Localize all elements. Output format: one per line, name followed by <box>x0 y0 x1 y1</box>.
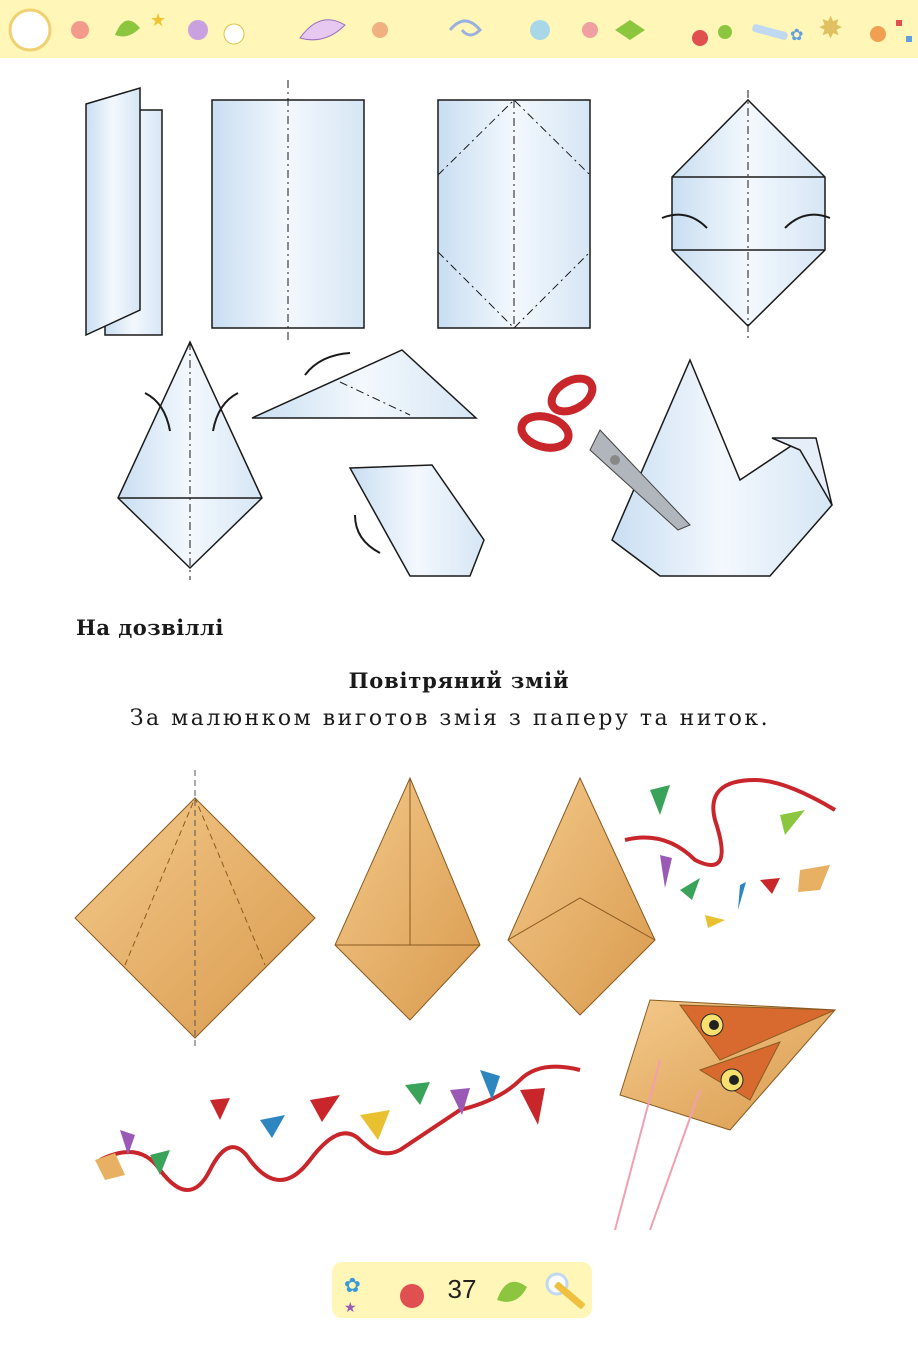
kite-tail <box>100 1067 580 1190</box>
confetti-icon <box>680 878 700 900</box>
kite-tail-end <box>95 1153 125 1180</box>
flag-icon <box>210 1098 230 1120</box>
section-heading: На дозвіллі <box>76 615 224 640</box>
craft-instruction: За малюнком виготов змія з паперу та ниток. <box>129 706 771 731</box>
step1-paper-front <box>86 88 140 335</box>
bubble-icon <box>10 10 50 50</box>
bow-icon <box>615 20 645 40</box>
step6-paper <box>252 350 476 418</box>
flag-icon <box>405 1082 430 1105</box>
kite-step2 <box>335 778 480 1020</box>
kite-illustration <box>60 770 860 1240</box>
fold-arrow-icon <box>305 353 350 375</box>
flag-icon <box>310 1095 340 1122</box>
confetti-icon <box>705 915 725 928</box>
kite-step3 <box>508 778 655 1015</box>
confetti-icon <box>650 785 670 815</box>
star-icon: ✿ <box>790 25 804 44</box>
top-decorative-band <box>0 0 918 58</box>
star-icon: ★ <box>344 1300 357 1316</box>
leaf-icon: ✸ <box>818 11 844 46</box>
confetti-icon <box>906 36 912 42</box>
flower-icon <box>71 21 89 39</box>
flower-icon <box>530 20 550 40</box>
page-number: 37 <box>447 1274 477 1304</box>
swirl-icon <box>450 21 480 35</box>
flower-icon <box>582 22 598 38</box>
flower-icon <box>870 26 886 42</box>
star-icon: ★ <box>150 10 167 31</box>
flag-icon <box>260 1115 285 1138</box>
flower-icon: ✿ <box>344 1273 361 1297</box>
flower-icon <box>718 25 732 39</box>
confetti-icon <box>660 855 672 888</box>
crane-folding-diagrams <box>0 70 918 600</box>
craft-title: Повітряний змій <box>348 668 570 693</box>
flag-icon <box>520 1088 545 1125</box>
leaf-icon <box>300 20 345 40</box>
fold-arrow-icon <box>355 515 380 553</box>
flower-icon <box>224 24 244 44</box>
page-footer <box>332 1262 592 1318</box>
pencil-icon <box>752 23 789 40</box>
flag-icon <box>360 1110 390 1140</box>
confetti-icon <box>896 20 902 26</box>
flower-icon <box>372 22 388 38</box>
step7-paper <box>350 465 484 576</box>
confetti-icon <box>760 878 780 894</box>
confetti-icon <box>780 810 805 835</box>
confetti-icon <box>738 882 746 910</box>
flower-icon <box>188 20 208 40</box>
confetti-icon <box>798 865 830 892</box>
flower-icon <box>692 30 708 46</box>
leaf-icon <box>115 20 140 36</box>
crane-body <box>612 360 832 576</box>
